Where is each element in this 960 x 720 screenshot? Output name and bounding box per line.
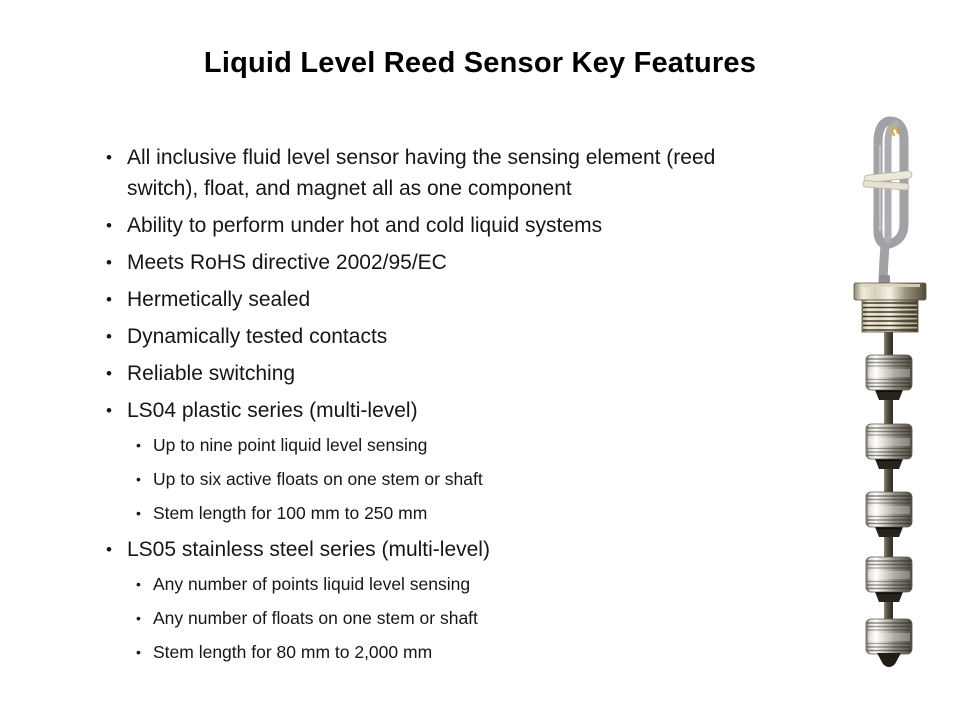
- list-item: [104, 284, 780, 315]
- feature-text: Stem length for 80 mm to 2,000 mm: [153, 642, 433, 662]
- feature-text: Reliable switching: [127, 362, 296, 385]
- sensor-photo-drawing: [818, 112, 948, 692]
- feature-list: [104, 142, 780, 673]
- sub-list-item: [132, 639, 780, 665]
- feature-text: Up to six active floats on one stem or shaft: [153, 469, 483, 489]
- bullet-icon: •: [136, 437, 141, 453]
- retaining-clip-4: [875, 592, 903, 602]
- feature-text: Any number of points liquid level sensing: [153, 574, 471, 594]
- bullet-icon: •: [106, 290, 112, 309]
- feature-text: Any number of floats on one stem or shaft: [153, 608, 478, 628]
- bullet-icon: •: [136, 576, 141, 592]
- sub-list-item: [132, 432, 780, 458]
- bullet-icon: •: [106, 364, 112, 383]
- sub-list-item: [132, 500, 780, 526]
- sensor-cable: [878, 121, 904, 285]
- page-title: Liquid Level Reed Sensor Key Features: [203, 47, 757, 79]
- sub-list-item: [132, 466, 780, 492]
- bullet-icon: •: [106, 540, 112, 559]
- feature-text: Up to nine point liquid level sensing: [153, 435, 428, 455]
- feature-text: Ability to perform under hot and cold liquid systems: [127, 214, 603, 237]
- list-item: [104, 358, 780, 389]
- feature-text: All inclusive fluid level sensor having the sensing element (reed switch), float, and magnet all as one component: [127, 146, 716, 200]
- retaining-clip-1: [875, 390, 903, 400]
- bullet-icon: •: [106, 327, 112, 346]
- retaining-clip-3: [875, 527, 903, 537]
- bullet-icon: •: [106, 401, 112, 420]
- bullet-icon: •: [106, 253, 112, 272]
- bullet-icon: •: [136, 471, 141, 487]
- feature-text: Stem length for 100 mm to 250 mm: [153, 503, 428, 523]
- end-plug: [877, 653, 901, 667]
- float-4: [866, 557, 912, 592]
- bullet-icon: •: [136, 644, 141, 660]
- feature-text: LS05 stainless steel series (multi-level): [127, 538, 490, 561]
- bullet-icon: •: [106, 216, 112, 235]
- sub-list-item: [132, 605, 780, 631]
- threaded-fitting: [854, 275, 926, 332]
- feature-text: Meets RoHS directive 2002/95/EC: [127, 251, 447, 274]
- feature-text: Dynamically tested contacts: [127, 325, 388, 348]
- bullet-icon: •: [106, 148, 112, 167]
- float-1: [866, 355, 912, 390]
- feature-text: Hermetically sealed: [127, 288, 311, 311]
- bullet-icon: •: [136, 505, 141, 521]
- list-item: [104, 321, 780, 352]
- float-3: [866, 492, 912, 527]
- list-item: [104, 395, 780, 426]
- feature-text: LS04 plastic series (multi-level): [127, 399, 418, 422]
- sub-list-item: [132, 571, 780, 597]
- sensor-photo: [818, 112, 948, 692]
- list-item: [104, 142, 780, 204]
- float-2: [866, 424, 912, 459]
- list-item: [104, 247, 780, 278]
- bullet-icon: •: [136, 610, 141, 626]
- list-item: [104, 210, 780, 241]
- float-5: [866, 619, 912, 654]
- retaining-clip-2: [875, 459, 903, 469]
- list-item: [104, 534, 780, 565]
